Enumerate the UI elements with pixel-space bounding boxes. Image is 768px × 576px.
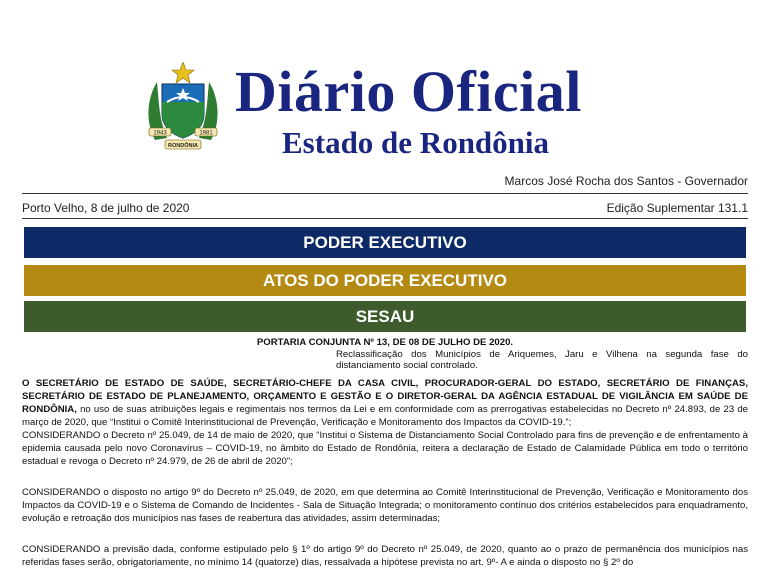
preamble-text: no uso de suas atribuições legais e regimentais nos termos da Lei e em conformidade com as prerrogativas estabelecidas no Decreto nº 24.893, de 23 de março de 2020, que “Institui o Comitê Interinstitucional de Prevenção, Verificação e Monitoramento dos Impactos da COVID-19.”; <box>22 404 748 428</box>
crest-year-right: 1981 <box>199 130 213 137</box>
rondonia-coat-of-arms-icon <box>145 62 221 152</box>
preamble-authorities: O SECRETÁRIO DE ESTADO DE SAÚDE, SECRETÁRIO-CHEFE DA CASA CIVIL, PROCURADOR-GERAL DO ESTADO, SECRETÁRIO DE FINANÇAS, SECRETÁRIO DE ESTADO DE PLANEJAMENTO, ORÇAMENTO E GESTÃO E O DIRETOR-GERAL DA AGÊNCIA ESTADUAL DE VIGILÂNCIA EM SAÚDE DE RONDÔNIA, <box>22 378 748 415</box>
top-divider <box>22 193 748 194</box>
masthead-title: Diário Oficial <box>235 59 582 124</box>
crest-year-left: 1943 <box>153 130 167 137</box>
preamble <box>22 377 748 429</box>
considerando-2: CONSIDERANDO o disposto no artigo 9º do Decreto nº 25.049, de 2020, em que determina ao Comitê Interinstitucional de Prevenção, Verificação e Monitoramento dos Impactos da COVID-19 e o Sistema de Comando de Incidentes - Sala de Situação Integrada; o monitoramento contínuo dos critérios estabelecidos para enquadramento, evolução e retroação dos municípios nas fases de reabertura das atividades, assim determinadas; <box>22 487 748 524</box>
crest-banner: RONDÔNIA <box>168 143 198 149</box>
edition: Edição Suplementar 131.1 <box>606 201 748 215</box>
portaria-title: PORTARIA CONJUNTA Nº 13, DE 08 DE JULHO DE 2020. <box>256 337 514 348</box>
document-body <box>22 336 748 569</box>
governor-line: Marcos José Rocha dos Santos - Governador <box>504 174 748 188</box>
bottom-divider <box>22 218 748 219</box>
masthead-subtitle: Estado de Rondônia <box>282 125 550 160</box>
considerando-3: CONSIDERANDO a previsão dada, conforme estipulado pelo § 1º do artigo 9º do Decreto nº 25.049, de 2020, quanto ao o prazo de permanência dos municípios nas referidas fases serão, obrigatoriamente, no mínimo 14 (quatorze) dias, ressalvada a hipótese prevista no art. 9º- A e ainda o disposto no § 2º do <box>22 544 748 568</box>
ementa: Reclassificação dos Municípios de Ariquemes, Jaru e Vilhena na segunda fase do distanciamento social controlado. <box>336 349 748 371</box>
place-date: Porto Velho, 8 de julho de 2020 <box>22 201 190 215</box>
considerando-1: CONSIDERANDO o Decreto nº 25.049, de 14 de maio de 2020, que “Institui o Sistema de Distanciamento Social Controlado para fins de prevenção e de enfrentamento à epidemia causada pelo novo Coronavírus – COVID-19, no âmbito do Estado de Rondônia, reitera a declaração de Estado de Calamidade Pública em todo o território estadual e revoga o Decreto nº 24.979, de 26 de abril de 2020”; <box>22 430 748 467</box>
masthead <box>0 0 768 170</box>
band-atos-poder-executivo: ATOS DO PODER EXECUTIVO <box>24 265 746 296</box>
band-poder-executivo: PODER EXECUTIVO <box>24 227 746 258</box>
dateline <box>22 201 748 215</box>
band-sesau: SESAU <box>24 301 746 332</box>
